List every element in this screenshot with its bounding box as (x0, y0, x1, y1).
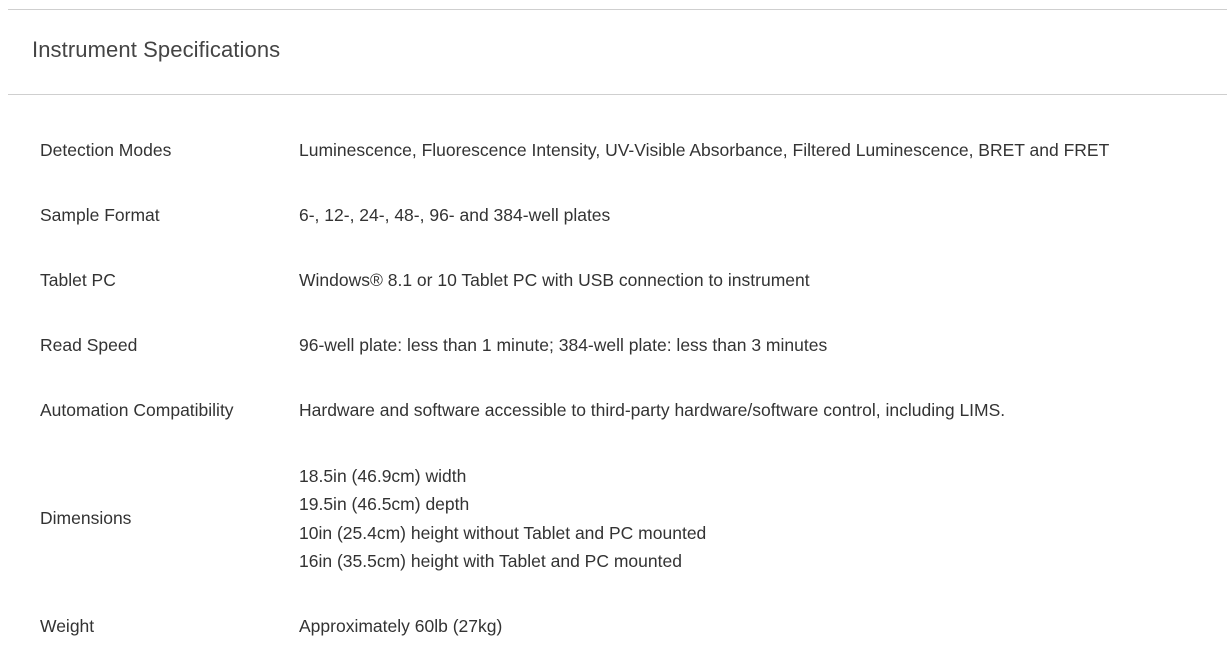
spec-row-detection-modes (0, 118, 1227, 183)
top-divider (8, 9, 1227, 10)
dimension-depth: 19.5in (46.5cm) depth (299, 494, 470, 514)
spec-row-dimensions (0, 443, 1227, 594)
spec-label: Automation Compatibility (40, 400, 234, 421)
spec-value: 96-well plate: less than 1 minute; 384-well plate: less than 3 minutes (299, 335, 828, 356)
spec-label: Dimensions (40, 508, 132, 529)
spec-label: Weight (40, 616, 95, 637)
spec-table (0, 118, 1227, 659)
spec-row-sample-format (0, 183, 1227, 248)
spec-label: Tablet PC (40, 270, 116, 291)
spec-row-tablet-pc (0, 248, 1227, 313)
spec-label: Sample Format (40, 205, 160, 226)
dimension-width: 18.5in (46.9cm) width (299, 465, 467, 486)
spec-value: Windows® 8.1 or 10 Tablet PC with USB connection to instrument (299, 270, 810, 291)
dimension-height-without-tablet: 10in (25.4cm) height without Tablet and PC mounted (299, 522, 707, 543)
spec-row-automation-compatibility (0, 378, 1227, 443)
spec-value: Hardware and software accessible to third-party hardware/software control, including LIMS. (299, 400, 1006, 421)
title-divider (8, 94, 1227, 95)
spec-value: 6-, 12-, 24-, 48-, 96- and 384-well plates (299, 205, 611, 226)
spec-row-weight (0, 594, 1227, 659)
spec-value: Luminescence, Fluorescence Intensity, UV-Visible Absorbance, Filtered Luminescence, BRET and FRET (299, 140, 1110, 161)
dimension-height-with-tablet: 16in (35.5cm) height with Tablet and PC mounted (299, 551, 682, 571)
spec-value: Approximately 60lb (27kg) (299, 616, 503, 637)
spec-label: Read Speed (40, 335, 138, 356)
section-title: Instrument Specifications (32, 37, 281, 62)
spec-row-read-speed (0, 313, 1227, 378)
spec-value (299, 443, 1227, 594)
spec-label: Detection Modes (40, 140, 172, 161)
